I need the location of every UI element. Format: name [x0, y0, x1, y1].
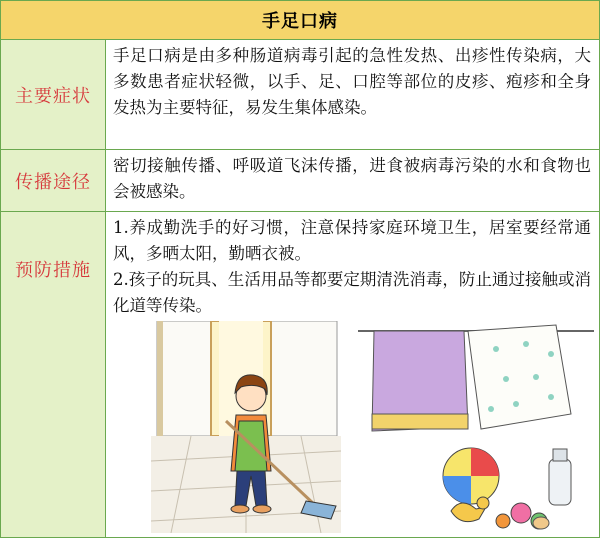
section-label-symptoms: 主要症状	[15, 85, 91, 107]
section-content-prevention	[113, 215, 591, 319]
paragraph: 2.孩子的玩具、生活用品等都要定期清洗消毒，防止通过接触或消化道等传染。	[113, 270, 591, 315]
section-label-cell-transmission	[1, 150, 106, 211]
paragraph: 密切接触传播、呼吸道飞沫传播，进食被病毒污染的水和食物也会被感染。	[113, 156, 591, 201]
section-content-symptoms	[113, 43, 591, 121]
section-label-prevention: 预防措施	[15, 260, 91, 281]
mopping-child-illustration	[151, 321, 341, 533]
section-label-cell-symptoms	[1, 40, 106, 149]
paragraph: 手足口病是由多种肠道病毒引起的急性发热、出疹性传染病，大多数患者症状轻微，以手、足、口腔等部位的皮疹、疱疹和全身发热为主要特征，易发生集体感染。	[113, 46, 591, 117]
drying-towels-illustration	[356, 319, 596, 439]
paragraph: 1.养成勤洗手的好习惯，注意保持家庭环境卫生，居室要经常通风，多晒太阳，勤晒衣被。	[113, 218, 591, 263]
section-content-transmission	[113, 153, 591, 205]
section-label-cell-prevention	[1, 212, 106, 537]
title-bar	[1, 1, 599, 40]
section-label-transmission: 传播途径	[15, 171, 91, 193]
toys-illustration	[431, 441, 591, 533]
page-title: 手足口病	[262, 11, 338, 32]
